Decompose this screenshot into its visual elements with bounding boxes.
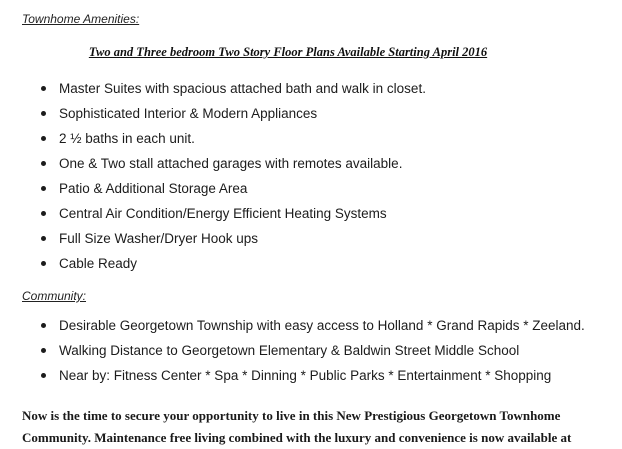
bullet-icon xyxy=(41,211,46,216)
list-item xyxy=(38,151,426,176)
bullet-icon xyxy=(41,86,46,91)
list-item-text: Desirable Georgetown Township with easy access to Holland * Grand Rapids * Zeeland. xyxy=(59,318,585,333)
list-item-text: Walking Distance to Georgetown Elementary & Baldwin Street Middle School xyxy=(59,343,520,358)
list-item-text: Cable Ready xyxy=(59,256,138,271)
list-item xyxy=(38,363,585,388)
list-item xyxy=(38,126,426,151)
list-item xyxy=(38,201,426,226)
list-item xyxy=(38,226,426,251)
bullet-icon xyxy=(41,348,46,353)
list-item xyxy=(38,251,426,276)
bullet-icon xyxy=(41,186,46,191)
bullet-icon xyxy=(41,236,46,241)
list-item xyxy=(38,176,426,201)
amenities-list xyxy=(38,76,426,276)
list-item-text: One & Two stall attached garages with remotes available. xyxy=(59,156,403,171)
community-list xyxy=(38,313,585,388)
list-item-text: Near by: Fitness Center * Spa * Dinning * Public Parks * Entertainment * Shopping xyxy=(59,368,552,383)
list-item-text: Master Suites with spacious attached bath and walk in closet. xyxy=(59,81,426,96)
closing-paragraph xyxy=(22,405,622,449)
community-heading: Community: xyxy=(22,289,87,303)
list-item-text: Full Size Washer/Dryer Hook ups xyxy=(59,231,259,246)
bullet-icon xyxy=(41,323,46,328)
amenities-heading: Townhome Amenities: xyxy=(22,12,140,26)
bullet-icon xyxy=(41,111,46,116)
list-item xyxy=(38,313,585,338)
bullet-icon xyxy=(41,136,46,141)
list-item-text: 2 ½ baths in each unit. xyxy=(59,131,195,146)
bullet-icon xyxy=(41,373,46,378)
list-item-text: Sophisticated Interior & Modern Appliances xyxy=(59,106,318,121)
list-item-text: Central Air Condition/Energy Efficient Heating Systems xyxy=(59,206,387,221)
floor-plans-subtitle: Two and Three bedroom Two Story Floor Plans Available Starting April 2016 xyxy=(88,45,488,59)
closing-line: Community. Maintenance free living combined with the luxury and convenience is now available at xyxy=(22,430,572,445)
closing-line: Now is the time to secure your opportunity to live in this New Prestigious Georgetown Townhome xyxy=(22,408,561,423)
list-item xyxy=(38,338,585,363)
bullet-icon xyxy=(41,161,46,166)
list-item-text: Patio & Additional Storage Area xyxy=(59,181,248,196)
bullet-icon xyxy=(41,261,46,266)
list-item xyxy=(38,76,426,101)
list-item xyxy=(38,101,426,126)
